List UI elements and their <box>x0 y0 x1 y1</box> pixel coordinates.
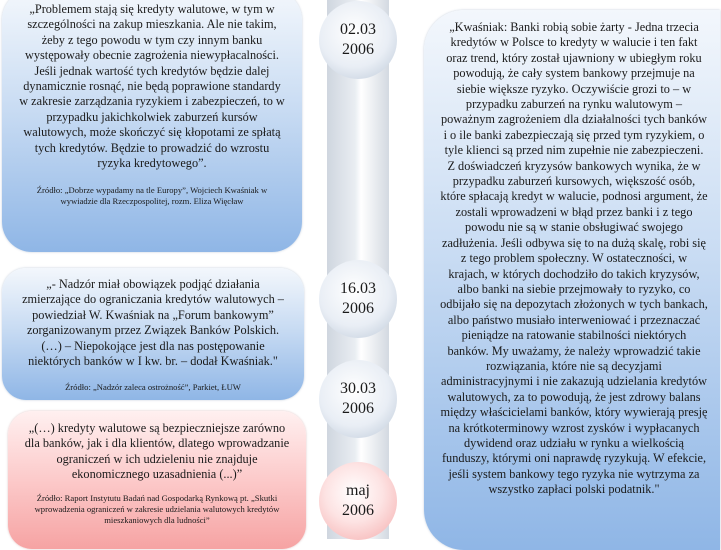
quote-text: „(…) kredyty walutowe są bezpieczniejsze zarówno dla banków, jak i dla klientów, dlatego wprowadzanie ograniczeń w ich udzieleniu nie znajduje ekonomicznego uzasadnienia (...)” <box>24 421 290 482</box>
date-day: 02.03 <box>340 21 376 38</box>
quote-card-30-03 <box>424 10 720 550</box>
date-year: 2006 <box>342 41 374 58</box>
date-year: 2006 <box>342 502 374 519</box>
quote-card-02-03 <box>2 0 302 252</box>
quote-card-maj <box>8 411 306 549</box>
quote-source: Źródło: „Dobrze wypadamy na tle Europy”, Wojciech Kwaśniak w wywiadzie dla Rzeczpospolitej, rozm. Eliza Więcław <box>36 185 268 207</box>
quote-source: Źródło: Raport Instytutu Badań nad Gospodarką Rynkową pt. „Skutki wprowadzenia ograniczeń w zakresie udzielania walutowych kredytów mieszkaniowych dla ludności” <box>34 492 280 525</box>
date-marker-30-03-2006 <box>319 360 397 438</box>
date-year: 2006 <box>342 400 374 417</box>
date-year: 2006 <box>342 300 374 317</box>
date-marker-maj-2006 <box>319 462 397 540</box>
quote-card-16-03 <box>2 268 304 400</box>
date-marker-02-03-2006 <box>319 1 397 79</box>
quote-text: „Problemem stają się kredyty walutowe, w tym w szczególności na zakup mieszkania. Ale nie takim, żeby z tego powodu w tym czy innym banku występowały obecnie zagrożenia niewypłacalności. Jeśli jednak wartość tych kredytów będzie dalej dynamicznie rosnąć, nie będą poprawione standardy w zakresie zarządzania ryzykiem i zabezpieczeń, to w przypadku jakichkolwiek zaburzeń kursów walutowych, może skończyć się kłopotami ze spłatą tych kredytów. Będzie to prowadzić do wzrostu ryzyka kredytowego”. <box>19 2 285 171</box>
date-day: 16.03 <box>340 280 376 297</box>
date-day: maj <box>346 482 370 499</box>
date-day: 30.03 <box>340 380 376 397</box>
quote-text: „- Nadzór miał obowiązek podjąć działania zmierzające do ograniczania kredytów walutowych – powiedział W. Kwaśniak na „Forum bankowym” zorganizowanym przez Związek Banków Polskich. (…) – Niepokojące jest dla nas postępowanie niektórych banków w I kw. br. – dodał Kwaśniak." <box>22 277 284 369</box>
quote-source: Źródło: „Nadzór zaleca ostrożność”, Parkiet, ŁUW <box>65 382 241 393</box>
quote-text: „Kwaśniak: Banki robią sobie żarty - Jedna trzecia kredytów w Polsce to kredyty w walucie i ten fakt oraz trend, który został ujawniony w ubiegłym roku powodują, że cały system bankowy przejmuje na siebie większe ryzyko. Oczywiście grozi to – w przypadku zaburzeń na rynku walutowym – poważnym zagrożeniem dla działalności tych banków i o ile banki zabezpieczają się przed tym ryzykiem, o tyle klienci są przed nim zupełnie nie zabezpieczeni. Z doświadczeń kryzysów bankowych wynika, że w przypadku zaburzeń kursowych, większość osób, które spłacają kredyt w walucie, podnosi argument, że zostali wprowadzeni w błąd przez banki i z tego powodu nie są w stanie obsługiwać swojego zadłużenia. Jeśli odbywa się to na dużą skalę, robi się z tego problem społeczny. W ostateczności, w krajach, w których dochodziło do takich kryzysów, albo banki na siebie przejmowały to ryzyko, co odbijało się na depozytach złożonych w tych bankach, albo państwo musiało interweniować i przeznaczać pieniądze na ratowanie stabilności niektórych banków. My uważamy, że należy wprowadzić takie rozwiązania, które nie są decyzjami administracyjnymi i nie zakazują udzielania kredytów walutowych, za to powodują, że jest zdrowy balans między właścicielami banków, który wywierają presję na krótkoterminowy wzrost zysków i wypłacanych dywidend oraz udziału w rynku a wielkością funduszy, którymi oni naprawdę ryzykują. W efekcie, jeśli system bankowy tego ryzyka nie wytrzyma za wszystko zapłaci polski podatnik." <box>440 20 708 497</box>
date-marker-16-03-2006 <box>319 260 397 338</box>
